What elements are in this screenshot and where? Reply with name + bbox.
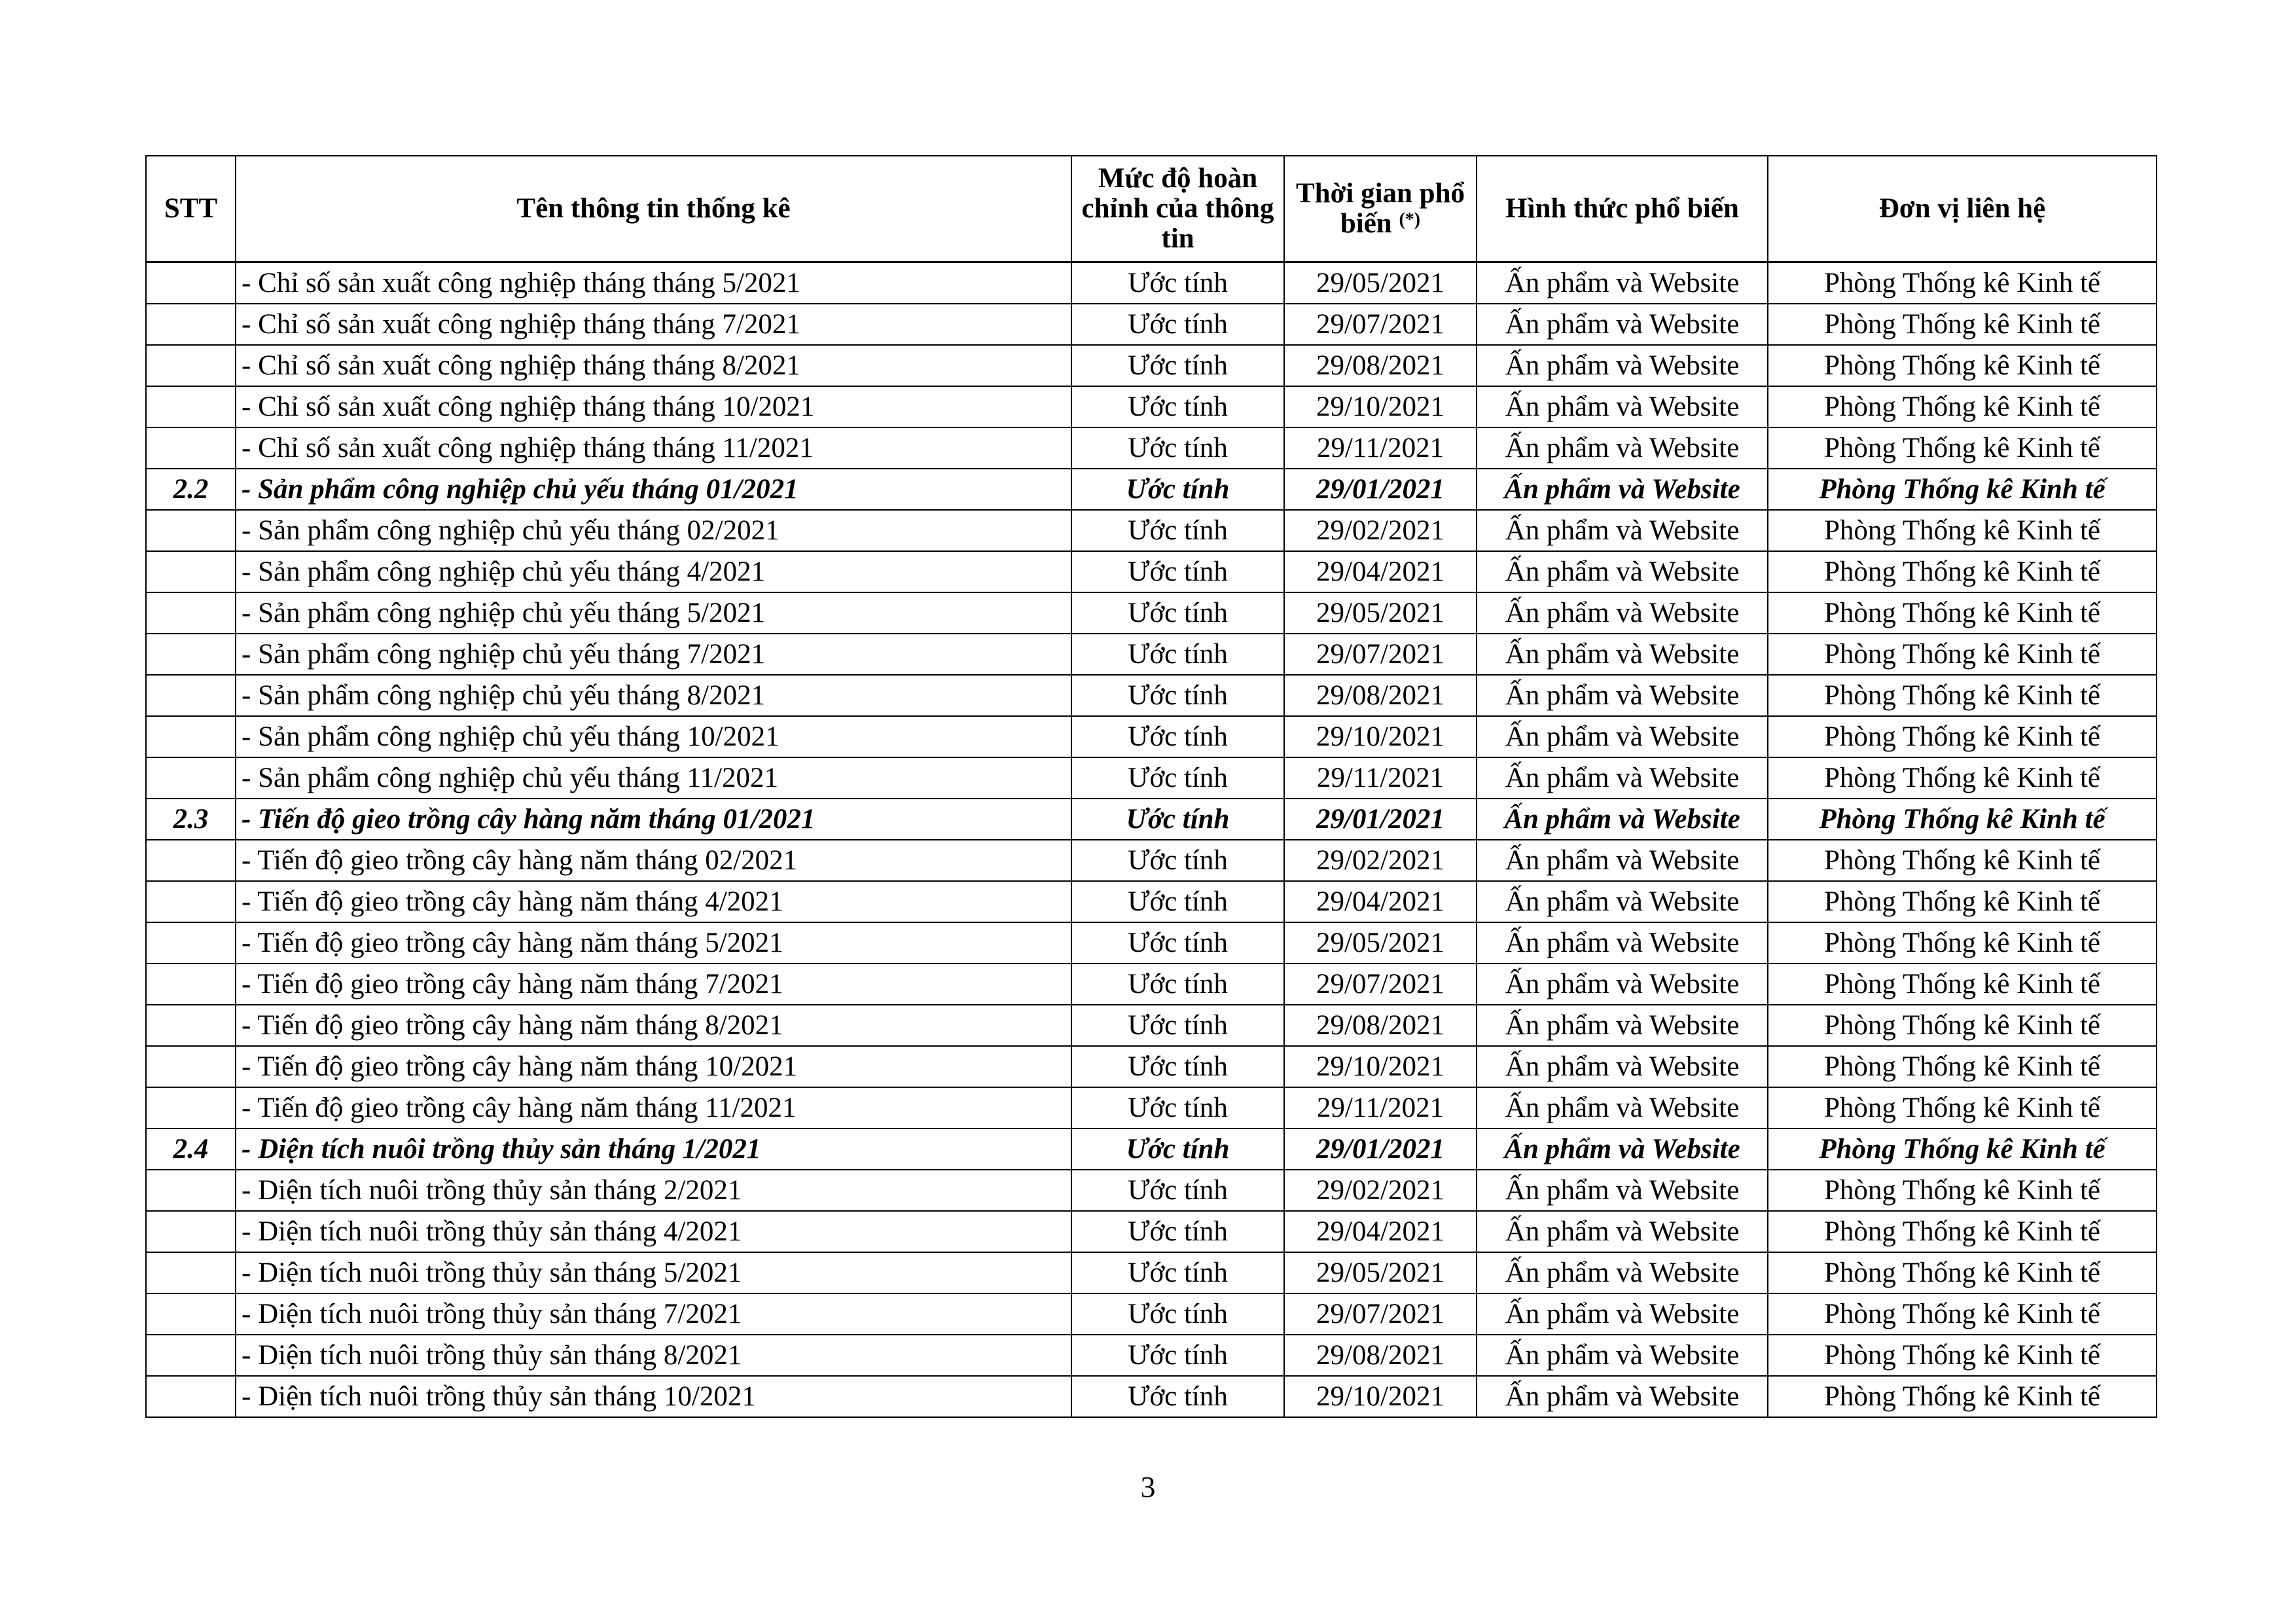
row-date: 29/10/2021 xyxy=(1284,716,1477,757)
header-unit: Đơn vị liên hệ xyxy=(1768,156,2157,262)
row-name: - Diện tích nuôi trồng thủy sản tháng 2/2021 xyxy=(236,1170,1071,1211)
row-date: 29/07/2021 xyxy=(1284,964,1477,1005)
row-form: Ấn phẩm và Website xyxy=(1477,964,1768,1005)
row-form: Ấn phẩm và Website xyxy=(1477,510,1768,551)
row-name: - Sản phẩm công nghiệp chủ yếu tháng 11/2021 xyxy=(236,757,1071,799)
row-date: 29/07/2021 xyxy=(1284,1293,1477,1335)
row-level: Ước tính xyxy=(1071,964,1284,1005)
row-level: Ước tính xyxy=(1071,1046,1284,1087)
row-form: Ấn phẩm và Website xyxy=(1477,675,1768,716)
row-level: Ước tính xyxy=(1071,675,1284,716)
row-name: - Diện tích nuôi trồng thủy sản tháng 7/2021 xyxy=(236,1293,1071,1335)
table-row xyxy=(146,1087,2157,1128)
row-stt xyxy=(146,1293,236,1335)
row-name: - Tiến độ gieo trồng cây hàng năm tháng 01/2021 xyxy=(236,799,1071,840)
row-stt xyxy=(146,716,236,757)
row-form: Ấn phẩm và Website xyxy=(1477,592,1768,634)
row-stt xyxy=(146,1170,236,1211)
row-date: 29/08/2021 xyxy=(1284,1335,1477,1376)
row-date: 29/10/2021 xyxy=(1284,1376,1477,1417)
row-level: Ước tính xyxy=(1071,469,1284,510)
row-unit: Phòng Thống kê Kinh tế xyxy=(1768,1046,2157,1087)
row-name: - Diện tích nuôi trồng thủy sản tháng 8/2021 xyxy=(236,1335,1071,1376)
row-form: Ấn phẩm và Website xyxy=(1477,304,1768,345)
row-date: 29/02/2021 xyxy=(1284,840,1477,881)
row-level: Ước tính xyxy=(1071,1293,1284,1335)
row-unit: Phòng Thống kê Kinh tế xyxy=(1768,757,2157,799)
row-date: 29/04/2021 xyxy=(1284,1211,1477,1252)
row-unit: Phòng Thống kê Kinh tế xyxy=(1768,964,2157,1005)
row-stt: 2.3 xyxy=(146,799,236,840)
row-level: Ước tính xyxy=(1071,1252,1284,1293)
table-row xyxy=(146,757,2157,799)
row-date: 29/07/2021 xyxy=(1284,304,1477,345)
row-unit: Phòng Thống kê Kinh tế xyxy=(1768,634,2157,675)
row-stt xyxy=(146,840,236,881)
row-name: - Tiến độ gieo trồng cây hàng năm tháng 7/2021 xyxy=(236,964,1071,1005)
row-unit: Phòng Thống kê Kinh tế xyxy=(1768,716,2157,757)
header-date-label: Thời gian phổ biến xyxy=(1295,178,1465,239)
row-form: Ấn phẩm và Website xyxy=(1477,799,1768,840)
row-date: 29/10/2021 xyxy=(1284,386,1477,427)
header-stt: STT xyxy=(146,156,236,262)
row-unit: Phòng Thống kê Kinh tế xyxy=(1768,675,2157,716)
row-stt: 2.4 xyxy=(146,1128,236,1170)
header-form: Hình thức phổ biến xyxy=(1477,156,1768,262)
row-level: Ước tính xyxy=(1071,716,1284,757)
row-stt xyxy=(146,551,236,592)
row-name: - Tiến độ gieo trồng cây hàng năm tháng 5/2021 xyxy=(236,922,1071,964)
row-level: Ước tính xyxy=(1071,1170,1284,1211)
row-date: 29/11/2021 xyxy=(1284,427,1477,469)
row-date: 29/02/2021 xyxy=(1284,1170,1477,1211)
statistics-table xyxy=(145,155,2157,1418)
row-stt xyxy=(146,881,236,922)
table-row xyxy=(146,964,2157,1005)
row-level: Ước tính xyxy=(1071,634,1284,675)
row-unit: Phòng Thống kê Kinh tế xyxy=(1768,592,2157,634)
row-form: Ấn phẩm và Website xyxy=(1477,262,1768,304)
row-form: Ấn phẩm và Website xyxy=(1477,1128,1768,1170)
row-level: Ước tính xyxy=(1071,345,1284,386)
row-unit: Phòng Thống kê Kinh tế xyxy=(1768,386,2157,427)
section-row xyxy=(146,799,2157,840)
row-date: 29/05/2021 xyxy=(1284,262,1477,304)
row-unit: Phòng Thống kê Kinh tế xyxy=(1768,922,2157,964)
table-row xyxy=(146,345,2157,386)
row-level: Ước tính xyxy=(1071,1376,1284,1417)
row-level: Ước tính xyxy=(1071,304,1284,345)
row-name: - Diện tích nuôi trồng thủy sản tháng 4/2021 xyxy=(236,1211,1071,1252)
row-form: Ấn phẩm và Website xyxy=(1477,881,1768,922)
table-row xyxy=(146,592,2157,634)
row-level: Ước tính xyxy=(1071,881,1284,922)
row-form: Ấn phẩm và Website xyxy=(1477,551,1768,592)
row-date: 29/02/2021 xyxy=(1284,510,1477,551)
row-date: 29/01/2021 xyxy=(1284,799,1477,840)
row-name: - Chỉ số sản xuất công nghiệp tháng tháng 7/2021 xyxy=(236,304,1071,345)
row-date: 29/01/2021 xyxy=(1284,469,1477,510)
row-form: Ấn phẩm và Website xyxy=(1477,427,1768,469)
table-row xyxy=(146,386,2157,427)
table-row xyxy=(146,840,2157,881)
row-form: Ấn phẩm và Website xyxy=(1477,840,1768,881)
row-form: Ấn phẩm và Website xyxy=(1477,469,1768,510)
row-name: - Chỉ số sản xuất công nghiệp tháng tháng 8/2021 xyxy=(236,345,1071,386)
table-row xyxy=(146,304,2157,345)
row-level: Ước tính xyxy=(1071,757,1284,799)
row-unit: Phòng Thống kê Kinh tế xyxy=(1768,881,2157,922)
row-unit: Phòng Thống kê Kinh tế xyxy=(1768,427,2157,469)
row-date: 29/08/2021 xyxy=(1284,1005,1477,1046)
row-stt xyxy=(146,592,236,634)
row-form: Ấn phẩm và Website xyxy=(1477,1046,1768,1087)
row-stt xyxy=(146,427,236,469)
table-row xyxy=(146,1376,2157,1417)
table-row xyxy=(146,1252,2157,1293)
table-row xyxy=(146,634,2157,675)
header-row xyxy=(146,156,2157,262)
row-stt xyxy=(146,510,236,551)
row-name: - Tiến độ gieo trồng cây hàng năm tháng 02/2021 xyxy=(236,840,1071,881)
row-form: Ấn phẩm và Website xyxy=(1477,1293,1768,1335)
row-unit: Phòng Thống kê Kinh tế xyxy=(1768,1376,2157,1417)
row-unit: Phòng Thống kê Kinh tế xyxy=(1768,1005,2157,1046)
row-stt: 2.2 xyxy=(146,469,236,510)
row-unit: Phòng Thống kê Kinh tế xyxy=(1768,510,2157,551)
row-level: Ước tính xyxy=(1071,799,1284,840)
row-date: 29/08/2021 xyxy=(1284,345,1477,386)
table-header xyxy=(146,156,2157,262)
row-date: 29/11/2021 xyxy=(1284,1087,1477,1128)
row-stt xyxy=(146,1376,236,1417)
row-name: - Tiến độ gieo trồng cây hàng năm tháng 11/2021 xyxy=(236,1087,1071,1128)
row-form: Ấn phẩm và Website xyxy=(1477,634,1768,675)
row-stt xyxy=(146,1087,236,1128)
row-level: Ước tính xyxy=(1071,262,1284,304)
row-form: Ấn phẩm và Website xyxy=(1477,1170,1768,1211)
row-unit: Phòng Thống kê Kinh tế xyxy=(1768,1211,2157,1252)
row-date: 29/01/2021 xyxy=(1284,1128,1477,1170)
header-date xyxy=(1284,156,1477,262)
row-level: Ước tính xyxy=(1071,592,1284,634)
row-name: - Diện tích nuôi trồng thủy sản tháng 10/2021 xyxy=(236,1376,1071,1417)
row-level: Ước tính xyxy=(1071,1087,1284,1128)
row-unit: Phòng Thống kê Kinh tế xyxy=(1768,345,2157,386)
table-row xyxy=(146,1335,2157,1376)
row-level: Ước tính xyxy=(1071,1128,1284,1170)
row-unit: Phòng Thống kê Kinh tế xyxy=(1768,1128,2157,1170)
section-row xyxy=(146,1128,2157,1170)
row-name: - Sản phẩm công nghiệp chủ yếu tháng 02/2021 xyxy=(236,510,1071,551)
row-stt xyxy=(146,1211,236,1252)
row-level: Ước tính xyxy=(1071,1335,1284,1376)
table-row xyxy=(146,551,2157,592)
row-date: 29/05/2021 xyxy=(1284,922,1477,964)
row-stt xyxy=(146,1005,236,1046)
row-stt xyxy=(146,1046,236,1087)
row-level: Ước tính xyxy=(1071,551,1284,592)
row-name: - Chỉ số sản xuất công nghiệp tháng tháng 11/2021 xyxy=(236,427,1071,469)
row-unit: Phòng Thống kê Kinh tế xyxy=(1768,1170,2157,1211)
row-date: 29/07/2021 xyxy=(1284,634,1477,675)
row-form: Ấn phẩm và Website xyxy=(1477,716,1768,757)
row-form: Ấn phẩm và Website xyxy=(1477,1211,1768,1252)
header-date-note: (*) xyxy=(1399,209,1421,230)
row-level: Ước tính xyxy=(1071,922,1284,964)
table-body xyxy=(146,262,2157,1418)
table-row xyxy=(146,1211,2157,1252)
row-name: - Sản phẩm công nghiệp chủ yếu tháng 5/2021 xyxy=(236,592,1071,634)
table-row xyxy=(146,675,2157,716)
row-name: - Sản phẩm công nghiệp chủ yếu tháng 10/2021 xyxy=(236,716,1071,757)
row-name: - Tiến độ gieo trồng cây hàng năm tháng 4/2021 xyxy=(236,881,1071,922)
row-unit: Phòng Thống kê Kinh tế xyxy=(1768,1087,2157,1128)
row-unit: Phòng Thống kê Kinh tế xyxy=(1768,304,2157,345)
row-stt xyxy=(146,922,236,964)
row-name: - Sản phẩm công nghiệp chủ yếu tháng 01/2021 xyxy=(236,469,1071,510)
row-level: Ước tính xyxy=(1071,840,1284,881)
row-form: Ấn phẩm và Website xyxy=(1477,922,1768,964)
row-stt xyxy=(146,262,236,304)
table-row xyxy=(146,922,2157,964)
header-level: Mức độ hoàn chỉnh của thông tin xyxy=(1071,156,1284,262)
table-row xyxy=(146,1005,2157,1046)
row-unit: Phòng Thống kê Kinh tế xyxy=(1768,799,2157,840)
row-name: - Chỉ số sản xuất công nghiệp tháng tháng 5/2021 xyxy=(236,262,1071,304)
row-stt xyxy=(146,386,236,427)
row-name: - Sản phẩm công nghiệp chủ yếu tháng 4/2021 xyxy=(236,551,1071,592)
row-unit: Phòng Thống kê Kinh tế xyxy=(1768,1293,2157,1335)
row-stt xyxy=(146,1335,236,1376)
row-unit: Phòng Thống kê Kinh tế xyxy=(1768,840,2157,881)
row-unit: Phòng Thống kê Kinh tế xyxy=(1768,1252,2157,1293)
row-date: 29/08/2021 xyxy=(1284,675,1477,716)
row-form: Ấn phẩm và Website xyxy=(1477,1005,1768,1046)
row-name: - Tiến độ gieo trồng cây hàng năm tháng 10/2021 xyxy=(236,1046,1071,1087)
row-stt xyxy=(146,345,236,386)
row-date: 29/10/2021 xyxy=(1284,1046,1477,1087)
row-stt xyxy=(146,964,236,1005)
row-name: - Tiến độ gieo trồng cây hàng năm tháng 8/2021 xyxy=(236,1005,1071,1046)
row-name: - Diện tích nuôi trồng thủy sản tháng 1/2021 xyxy=(236,1128,1071,1170)
row-form: Ấn phẩm và Website xyxy=(1477,1376,1768,1417)
row-level: Ước tính xyxy=(1071,1005,1284,1046)
row-stt xyxy=(146,757,236,799)
table-row xyxy=(146,510,2157,551)
row-form: Ấn phẩm và Website xyxy=(1477,1335,1768,1376)
row-date: 29/05/2021 xyxy=(1284,592,1477,634)
row-stt xyxy=(146,304,236,345)
row-name: - Sản phẩm công nghiệp chủ yếu tháng 7/2021 xyxy=(236,634,1071,675)
table-row xyxy=(146,1046,2157,1087)
header-name: Tên thông tin thống kê xyxy=(236,156,1071,262)
row-date: 29/05/2021 xyxy=(1284,1252,1477,1293)
row-form: Ấn phẩm và Website xyxy=(1477,345,1768,386)
row-name: - Sản phẩm công nghiệp chủ yếu tháng 8/2021 xyxy=(236,675,1071,716)
row-date: 29/04/2021 xyxy=(1284,881,1477,922)
row-date: 29/11/2021 xyxy=(1284,757,1477,799)
row-name: - Chỉ số sản xuất công nghiệp tháng tháng 10/2021 xyxy=(236,386,1071,427)
table-row xyxy=(146,427,2157,469)
row-date: 29/04/2021 xyxy=(1284,551,1477,592)
row-unit: Phòng Thống kê Kinh tế xyxy=(1768,469,2157,510)
row-unit: Phòng Thống kê Kinh tế xyxy=(1768,1335,2157,1376)
table-row xyxy=(146,1170,2157,1211)
row-level: Ước tính xyxy=(1071,510,1284,551)
section-row xyxy=(146,469,2157,510)
row-unit: Phòng Thống kê Kinh tế xyxy=(1768,262,2157,304)
table-row xyxy=(146,1293,2157,1335)
row-form: Ấn phẩm và Website xyxy=(1477,757,1768,799)
row-stt xyxy=(146,675,236,716)
table-row xyxy=(146,716,2157,757)
row-stt xyxy=(146,1252,236,1293)
table-row xyxy=(146,881,2157,922)
row-level: Ước tính xyxy=(1071,386,1284,427)
row-form: Ấn phẩm và Website xyxy=(1477,1087,1768,1128)
row-level: Ước tính xyxy=(1071,427,1284,469)
row-form: Ấn phẩm và Website xyxy=(1477,1252,1768,1293)
page-number: 3 xyxy=(1140,1470,1156,1504)
table-row xyxy=(146,262,2157,304)
row-unit: Phòng Thống kê Kinh tế xyxy=(1768,551,2157,592)
row-level: Ước tính xyxy=(1071,1211,1284,1252)
row-stt xyxy=(146,634,236,675)
row-form: Ấn phẩm và Website xyxy=(1477,386,1768,427)
row-name: - Diện tích nuôi trồng thủy sản tháng 5/2021 xyxy=(236,1252,1071,1293)
